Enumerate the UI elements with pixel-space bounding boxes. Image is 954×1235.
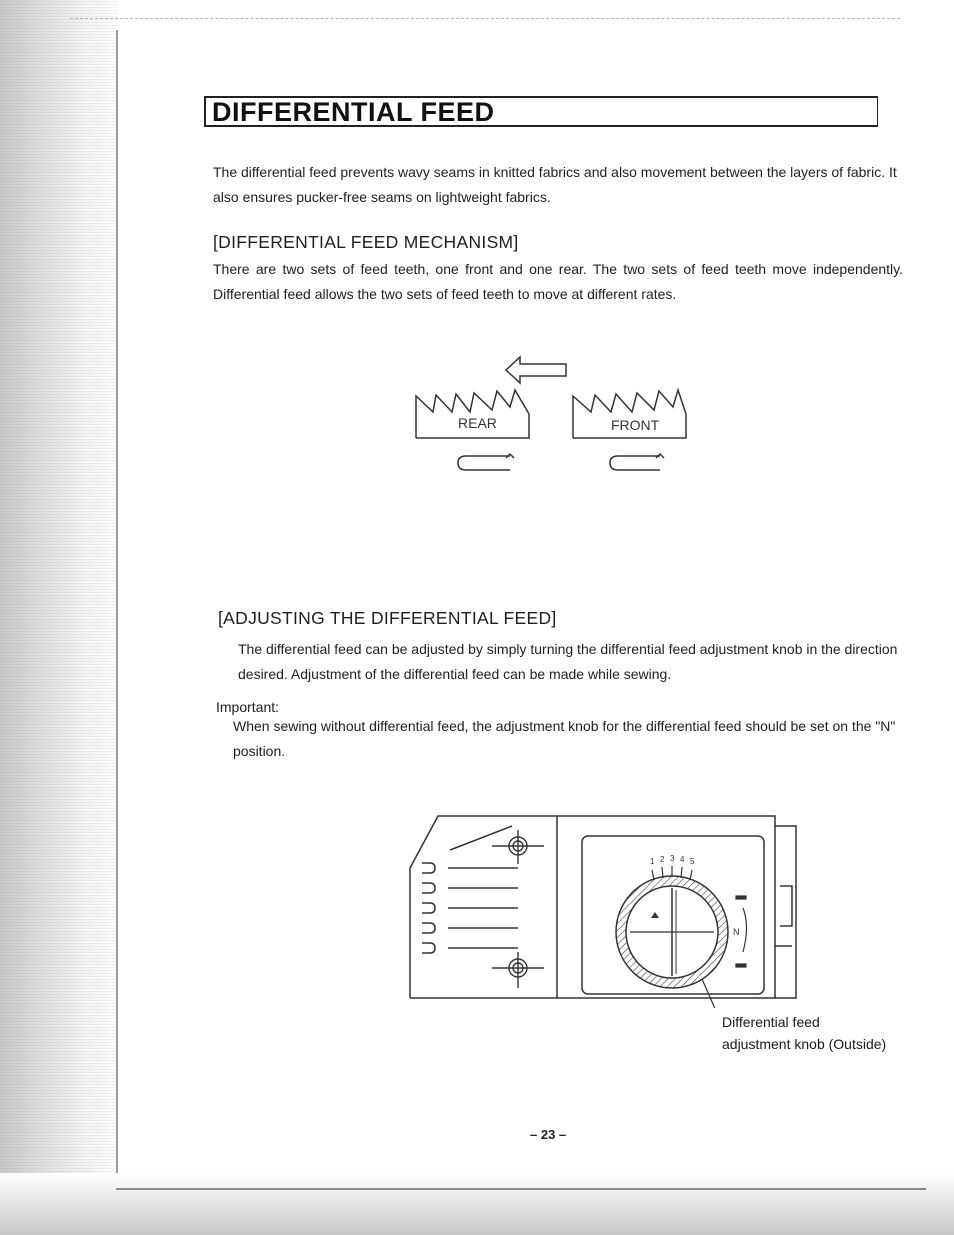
dial-number-3: 3 — [670, 854, 675, 863]
dial-number-4: 4 — [680, 855, 685, 864]
mechanism-heading: [DIFFERENTIAL FEED MECHANISM] — [213, 232, 519, 252]
knob-caption — [722, 1011, 886, 1055]
adjusting-heading: [ADJUSTING THE DIFFERENTIAL FEED] — [218, 608, 557, 628]
dial-number-2: 2 — [660, 855, 665, 864]
knob-caption-line1: Differential feed — [722, 1014, 820, 1030]
knob-caption-line2: adjustment knob (Outside) — [722, 1036, 887, 1052]
scan-shadow-left — [0, 0, 118, 1235]
important-paragraph: When sewing without differential feed, the adjustment knob for the differential feed should be set on the "N" position. — [233, 718, 896, 759]
front-label: FRONT — [611, 417, 660, 433]
mechanism-paragraph: There are two sets of feed teeth, one front and one rear. The two sets of feed teeth move independently. Differential feed allows the two sets of feed teeth to move at different rates. — [213, 261, 903, 302]
feed-teeth-diagram — [400, 350, 700, 480]
rear-motion-loop-icon — [458, 454, 514, 470]
front-motion-loop-icon — [610, 454, 664, 470]
machine-body — [410, 816, 796, 998]
page-edge-left — [116, 30, 118, 1195]
n-mark: N — [733, 927, 740, 937]
screw-top-icon — [492, 830, 544, 864]
important-label: Important: — [216, 699, 280, 715]
knob-diagram — [400, 808, 800, 1008]
intro-paragraph: The differential feed prevents wavy seams in knitted fabrics and also movement between the layers of fabric. It also ensures pucker-free seams on lightweight fabrics. — [213, 164, 897, 205]
page-title: DIFFERENTIAL FEED — [212, 97, 495, 127]
screw-bottom-icon — [492, 952, 544, 988]
rear-label: REAR — [458, 415, 497, 431]
scan-shadow-bottom — [0, 1173, 954, 1235]
dial-number-5: 5 — [690, 857, 695, 866]
scan-artifact-top — [70, 18, 900, 19]
adjusting-paragraph: The differential feed can be adjusted by simply turning the differential feed adjustment knob in the direction desired. Adjustment of the differential feed can be made while sewing. — [238, 641, 898, 682]
page-number: – 23 – — [530, 1127, 567, 1142]
direction-arrow-icon — [506, 357, 566, 383]
page-edge-bottom — [116, 1188, 926, 1190]
dial-number-1: 1 — [650, 857, 655, 866]
dial-knob — [616, 876, 728, 988]
machine-vents — [422, 863, 518, 953]
